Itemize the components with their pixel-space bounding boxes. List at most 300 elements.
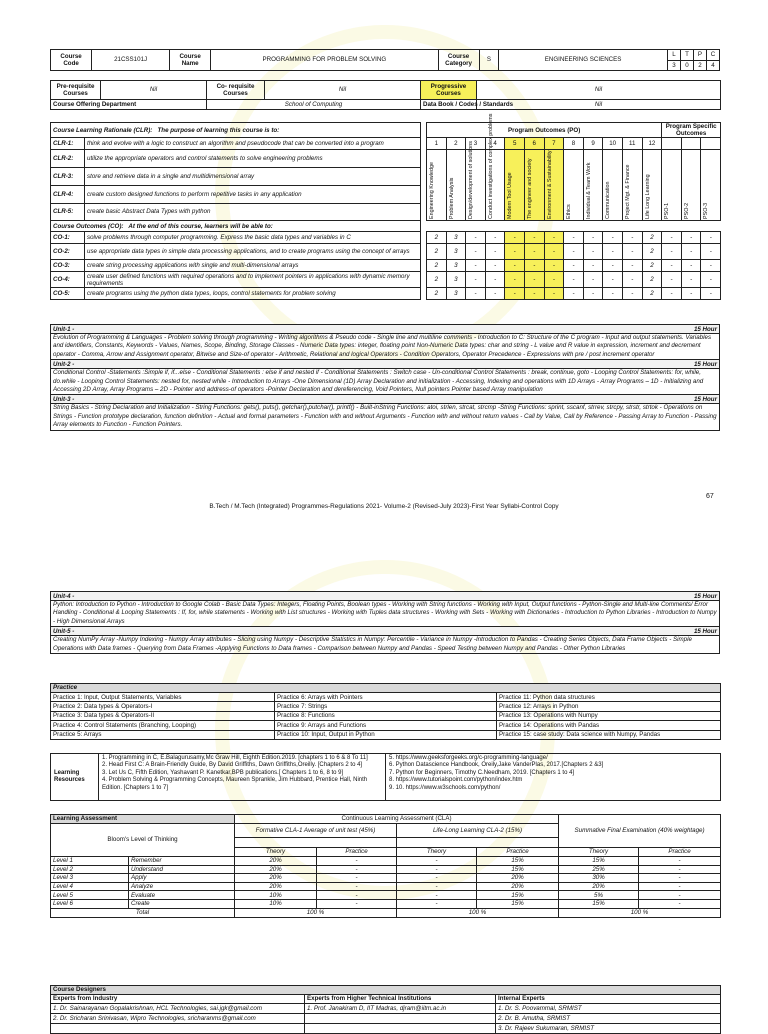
progressive-value: Nil [477,81,721,100]
po-number: 6 [524,138,544,150]
practice-item: Practice 9: Arrays and Functions [275,721,497,730]
internal-expert: 1. Dr. S. Poovammal, SRMIST [496,1004,721,1014]
po-title: Program Outcomes (PO) [427,123,662,138]
spacer-cell [421,185,427,203]
po-mapping: - [564,288,584,300]
po-mapping: - [701,288,721,300]
co-key: CO-5: [51,288,85,300]
po-mapping: 2 [642,232,662,244]
corequisite-label: Co- requisite Courses [207,81,265,100]
po-name: PSO-1 [664,203,671,220]
po-name: Design/development of solutions [468,141,475,220]
po-mapping: - [485,232,505,244]
pso-blank [701,138,721,150]
practice-item: Practice 3: Data types & Operators-II [51,711,275,720]
co-row [51,272,721,288]
assessment-cell: 15% [477,857,559,866]
po-name-cell [446,150,466,221]
summative-label: Summative Final Examination (40% weightage) [559,815,721,848]
assessment-cell: 15% [559,899,639,908]
clr-title-cell [51,123,421,138]
empty-cell [51,1024,305,1034]
assessment-cell: 15% [477,865,559,874]
course-code: 21CSS101J [92,50,170,71]
po-number: 1 [427,138,447,150]
practice-item: Practice 14: Operations with Pandas [497,721,721,730]
assessment-cell: Level 2 [51,865,129,874]
assessment-cell: - [397,899,477,908]
po-number: 11 [622,138,642,150]
po-mapping: - [505,272,525,288]
department-label: Course Offering Department [51,100,207,110]
resource-item: 4. Problem Solving & Programming Concepts, Maureen Sprankle, Jim Hubbard, Prentice Hall, Ninth Edition. [Chapters 1 to 7] [102,777,368,791]
unit-hours: 15 Hour [693,628,717,636]
po-name: Individual & Team Work [585,162,592,220]
po-mapping: - [701,244,721,260]
resources-left [99,754,386,801]
po-mapping: - [662,260,682,272]
theory-header: Theory [235,848,317,857]
po-name-cell [701,150,721,221]
unit-name: Unit-3 - [53,396,75,404]
po-number: 9 [583,138,603,150]
pso-blank [662,138,682,150]
cla-label: Continuous Learning Assessment (CLA) [235,815,559,824]
practice-item: Practice 10: Input, Output in Python [275,730,497,739]
data-book-value: Nil [477,100,721,110]
resource-item: 1. Programming in C, E.Balagurusamy,Mc Graw Hill, Eighth Edition.2019. [chapters 1 to 6 & 8 To 11] [102,755,368,761]
lifelong-pct [397,838,559,848]
po-number: 7 [544,138,564,150]
unit-text: String Basics - String Declaration and Initialization - String Functions: gets(), puts(), getchar(),putchar(), printf() - Built-inString Functions: atoi, strlen, strcat, strcmp -String Functions: sprint, sscanf, strrev, strcpy, strstr, strtok - Operations on Strings - Function prototype declaration, function definition - Actual and formal parameters - Function with and without Arguments - Function with and without return values - Call by Value, Call by Reference - Passing Array to Function - Passing Array elements to Function - Function Pointers. [53,404,717,429]
po-mapping: - [466,272,486,288]
practice-item: Practice 11: Python data structures [497,693,721,702]
assessment-rows [51,857,721,909]
assessment-cell: - [397,891,477,900]
pso-title: Program Specific Outcomes [662,123,721,138]
po-number: 10 [603,138,623,150]
practice-table [50,683,721,740]
co-key: CO-3: [51,260,85,272]
unit-header [51,395,719,404]
theory-header: Theory [397,848,477,857]
ltpc-value: 4 [706,60,719,71]
practice-rows [51,693,721,740]
assessment-cell: 20% [235,882,317,891]
industry-expert: 1. Dr. Sainarayanan Gopalakrishnan, HCL Technologies, sai.jgk@gmail.com [51,1004,305,1014]
designers-title: Course Designers [51,986,721,995]
po-name: The engineer and society [526,158,533,220]
industry-expert: 2. Dr. Sricharan Srinivasan, Wipro Technologies, sricharanms@gmail.com [51,1014,305,1024]
practice-item: Practice 2: Data types & Operators-I [51,702,275,711]
internal-label: Internal Experts [496,995,721,1004]
po-name: Project Mgt. & Finance [624,164,631,220]
po-name: Engineering Knowledge [429,162,436,220]
po-number: 3 [466,138,486,150]
po-mapping: - [681,288,701,300]
po-name: Life Long Learning [644,174,651,220]
co-title: Course Outcomes (CO): [53,222,124,230]
prerequisite-label: Pre-requisite Courses [51,81,101,100]
clr-purpose: The purpose of learning this course is to: [157,126,280,134]
assessment-cell: Level 1 [51,857,129,866]
assessment-cell: Remember [129,857,235,866]
practice-item: Practice 12: Arrays in Python [497,702,721,711]
po-mapping: 2 [427,260,447,272]
formative-pct [235,838,397,848]
assessment-cell: - [317,874,397,883]
assessment-cell: - [397,874,477,883]
assessment-cell: 20% [477,882,559,891]
practice-title: Practice [51,684,721,693]
po-mapping: - [583,288,603,300]
assessment-row [51,857,721,866]
co-row [51,260,721,272]
assessment-row [51,891,721,900]
po-mapping: - [681,232,701,244]
po-number: 4 [485,138,505,150]
practice-header: Practice [317,848,397,857]
po-mapping: - [662,272,682,288]
po-number: 5 [505,138,525,150]
page-number: 67 [706,493,714,500]
co-title-cell [51,221,421,232]
assessment-cell: - [317,882,397,891]
resource-item: 8. https://www.tutorialspoint.com/python/index.htm [389,777,523,784]
co-key: CO-1: [51,232,85,244]
assessment-cell: Level 5 [51,891,129,900]
unit-header [51,627,719,636]
course-name-label: Course Name [170,50,211,71]
ltpc-value: 0 [680,60,693,71]
po-mapping: - [662,288,682,300]
resources-right [386,754,721,801]
clr-text: create custom designed functions to perform repetitive tasks in any application [85,185,421,203]
co-row [51,244,721,260]
po-mapping: 3 [446,272,466,288]
assessment-table [50,814,721,918]
total-label: Total [51,908,235,917]
po-name-cell [427,150,447,221]
po-mapping: - [681,244,701,260]
assessment-cell: 10% [235,891,317,900]
ltpc-value: 3 [667,60,680,71]
data-book-label: Data Book / Codes / Standards [421,100,477,110]
po-name-cell [622,150,642,221]
po-mapping: - [701,232,721,244]
resource-item: 2. Head First C: A Brain-Friendly Guide, By David Griffiths, Dawn Griffiths,Oreilly. [Chapters 2 to 4] [102,762,363,769]
assessment-cell: 15% [477,891,559,900]
po-mapping: - [622,232,642,244]
assessment-cell: Evaluate [129,891,235,900]
prerequisite-table [50,80,721,110]
po-mapping: - [564,260,584,272]
clr-key: CLR-3: [51,168,85,186]
practice-header: Practice [477,848,559,857]
internal-expert: 3. Dr. Rajeev Sukumaran, SRMIST [496,1024,721,1034]
po-name-cell [681,150,701,221]
po-mapping: - [564,272,584,288]
co-key: CO-4: [51,272,85,288]
units-section-1 [50,324,720,431]
assessment-row [51,882,721,891]
po-mapping: - [603,244,623,260]
po-number: 8 [564,138,584,150]
resource-item: 5. https://www.geeksforgeeks.org/c-programming-language/ [389,755,548,761]
co-text: create string processing applications with single and multi-dimensional arrays [85,260,421,272]
assessment-cell: 20% [235,874,317,883]
assessment-cell: Apply [129,874,235,883]
ltpc-label: C [706,50,719,61]
unit-hours: 15 Hour [693,593,717,600]
unit-name: Unit-1 - [53,326,75,333]
assessment-cell: Level 3 [51,874,129,883]
po-mapping: - [603,232,623,244]
ltpc-label: T [680,50,693,61]
course-category: S [479,50,498,71]
ltpc-value: 2 [693,60,706,71]
co-row [51,232,721,244]
unit-hours: 15 Hour [693,396,717,404]
clr-key: CLR-1: [51,138,85,150]
practice-item: Practice 5: Arrays [51,730,275,739]
po-mapping: - [544,260,564,272]
po-mapping: - [485,272,505,288]
unit-text: Python: Introduction to Python - Introduction to Google Colab - Basic Data Types: Integers, Floating Points, Boolean types - Working with String functions - Working with Input, Output functions - Python-Single and Multi-line Comments/ Error Handling - Conditional & Looping Statements : If, for, while statements - Working with List structures - Working with Tuples data structures - Working with Sets - Working with Dictionaries - Introduction to Python Libraries - Introduction to Numpy - High Dimensional Arrays [51,601,719,627]
assessment-cell: - [397,857,477,866]
unit-name: Unit-2 - [53,361,75,369]
practice-header: Practice [639,848,721,857]
po-mapping: - [622,272,642,288]
po-name-cell [642,150,662,221]
assessment-row [51,899,721,908]
po-mapping: 3 [446,260,466,272]
po-mapping: 3 [446,244,466,260]
po-mapping: - [701,260,721,272]
resource-item: 9. 10. https://www.w3schools.com/python/ [389,784,501,791]
blooms-label: Bloom's Level of Thinking [51,824,235,857]
resources-title: Learning Resources [51,754,99,801]
co-title-row [51,221,721,232]
co-end: At the end of this course, learners will be able to: [128,222,273,230]
po-mapping: - [524,288,544,300]
po-mapping: - [662,244,682,260]
higher-expert: 1. Prof. Janakiram D, IIT Madras, djram@iitm.ac.in [305,1004,496,1014]
po-mapping: - [662,232,682,244]
po-mapping: - [466,244,486,260]
po-mapping: 2 [427,288,447,300]
assessment-title: Learning Assessment [51,815,235,824]
assessment-cell: - [317,857,397,866]
po-mapping: - [466,288,486,300]
unit-text: Creating NumPy Array -Numpy Indexing - Numpy Array attributes - Slicing using Numpy - Descriptive Statistics in Numpy: Percentile - Variance in Numpy -Introduction to Pandas - Creating Series Objects, Data Frame Objects - Simple Operations with Data frames - Querying from Data Frames -Applying Functions to Data frames - Comparison between Numpy and Pandas - Speed Testing between Numpy and Pandas - Other Python Libraries [53,636,692,652]
formative-label: Formative CLA-1 Average of unit test (45%) [235,824,397,838]
po-name-cell [662,150,682,221]
po-mapping: - [583,260,603,272]
po-mapping: - [505,288,525,300]
clr-text: utilize the appropriate operators and control statements to solve engineering problems [85,150,421,168]
learning-resources-table [50,753,721,801]
po-name: PSO-2 [683,203,690,220]
unit-name: Unit-4 - [53,593,75,600]
practice-item: Practice 4: Control Statements (Branching, Looping) [51,721,275,730]
spacer-cell [421,203,427,221]
po-name-cell [524,150,544,221]
po-mapping: - [524,272,544,288]
resource-item: 6. Python Datascience Handbook, Oreily,Jake VanderPlas, 2017.[Chapters 2 &3] [389,762,604,769]
co-text: create user defined functions with required operations and to implement pointers in applications with dynamic memory requirements [85,272,421,288]
department-value: School of Computing [207,100,421,110]
po-name-cell [466,141,486,221]
assessment-cell: 20% [235,857,317,866]
assessment-cell: 15% [477,899,559,908]
theory-header: Theory [559,848,639,857]
clr-text: create basic Abstract Data Types with python [85,203,421,221]
course-category-label: Course Category [438,50,479,71]
assessment-cell: 20% [559,882,639,891]
practice-row [51,721,721,730]
po-mapping: - [466,232,486,244]
po-mapping: 2 [642,244,662,260]
po-mapping: - [505,244,525,260]
po-mapping: - [681,260,701,272]
po-mapping: - [564,244,584,260]
total-summative: 100 % [559,908,721,917]
po-mapping: - [544,288,564,300]
unit-header [51,325,719,334]
co-row [51,288,721,300]
total-formative: 100 % [235,908,397,917]
po-name: Problem Analysis [448,177,455,220]
assessment-cell: - [639,874,721,883]
practice-item: Practice 7: Strings [275,702,497,711]
clr-row [51,138,721,150]
unit-name: Unit-5 - [53,628,75,636]
ltpc-label: L [667,50,680,61]
assessment-cell: - [317,865,397,874]
assessment-cell: 5% [559,891,639,900]
po-number: 12 [642,138,662,150]
clr-co-table [50,113,721,300]
assessment-cell: 10% [235,899,317,908]
prerequisite-value: Nil [101,81,207,100]
assessment-cell: - [317,899,397,908]
higher-label: Experts from Higher Technical Institutions [305,995,496,1004]
industry-label: Experts from Industry [51,995,305,1004]
po-mapping: - [681,272,701,288]
po-mapping: - [544,272,564,288]
po-mapping: - [524,232,544,244]
clr-text: store and retrieve data in a single and multidimensional array [85,168,421,186]
po-name: Ethics [566,204,573,220]
practice-row [51,730,721,739]
practice-item: Practice 8: Functions [275,711,497,720]
po-name-cell [544,150,564,221]
assessment-cell: - [397,882,477,891]
co-text: create programs using the python data types, loops, control statements for problem solving [85,288,421,300]
po-name-cell [505,150,525,221]
practice-item: Practice 13: Operations with Numpy [497,711,721,720]
assessment-cell: - [639,882,721,891]
assessment-cell: 15% [559,857,639,866]
po-name: Modern Tool Usage [507,172,514,220]
practice-row [51,711,721,720]
assessment-cell: - [639,865,721,874]
page-footer: B.Tech / M.Tech (Integrated) Programmes-Regulations 2021- Volume-2 (Revised-July 2023)-First Year Syllabi-Control Copy [209,503,559,510]
practice-item: Practice 15: case study: Data science with Numpy, Pandas [497,730,721,739]
resource-item: 3. Let Us C, Fifth Edition, Yashavant P. Kanetkar,BPB publications.[ Chapters 1 to 6, 8 to 9] [102,769,344,776]
po-mapping: - [603,260,623,272]
po-mapping: - [485,260,505,272]
co-rows [51,232,721,300]
ltpc-label: P [693,50,706,61]
po-mapping: 3 [446,288,466,300]
clr-text: think and evolve with a logic to construct an algorithm and pseudocode that can be converted into a program [85,138,421,150]
assessment-cell: 20% [477,874,559,883]
unit-text: Evolution of Programming & Languages - Problem solving through programming - Writing algorithms & Pseudo code - Single line and multiline comments - Introduction to C: Structure of the C program - Input and output statements. Variables and identifiers, Constants, Keywords - Values, Names, Scope, Binding, Storage Classes - Numeric Data types: integer, floating point Non-Numeric Data types: char and string - L value and R value in expression, increment and decrement operator - Comma, Arrow and Assignment operator, Bitwise and Size-of operator - Arithmetic, Relational and logical Operators - Condition Operators, Operator Precedence - Expressions with pre / post increment operator [51,334,719,360]
po-name-cell [564,150,584,221]
po-mapping: 3 [446,232,466,244]
clr-title: Course Learning Rationale (CLR): [53,126,153,134]
po-mapping: - [505,232,525,244]
po-mapping: 2 [642,288,662,300]
po-name-cell [583,150,603,221]
assessment-row [51,865,721,874]
pso-blank [681,138,701,150]
unit-header [51,592,719,601]
unit-hours: 15 Hour [693,326,717,333]
po-mapping: 2 [642,260,662,272]
assessment-cell: - [639,899,721,908]
po-mapping: - [603,272,623,288]
assessment-cell: - [397,865,477,874]
unit-text: Conditional Control -Statements :Simple if, if...else - Conditional Statements : else if and nested if - Conditional Statements : Switch case - Un-conditional Control Statements : break, continue, goto - Looping Control Statements: for, while, do.while - Looping Control Statements: nested for, nested while - Introduction to Arrays -One Dimensional (1D) Array Declaration and initialization - Accessing, Indexing and operations with 1D Arrays - Array Programs – 1D - Initializing and Accessing 2D Array, Array Programs – 2D - Pointer and address-of operators -Pointer Declaration and dereferencing, Void Pointers, Null pointers Pointer based Array manipulation [51,369,719,395]
po-mapping: 2 [427,244,447,260]
po-name: PSO-3 [703,203,710,220]
po-name: Environment & Sustainability [546,150,553,220]
empty-cell [305,1024,496,1034]
po-mapping: - [603,288,623,300]
co-key: CO-2: [51,244,85,260]
resource-item: 7. Python for Beginners, Timothy C.Needham, 2019. [Chapters 1 to 4] [389,769,575,776]
po-mapping: - [544,232,564,244]
clr-key: CLR-5: [51,203,85,221]
assessment-cell: - [639,857,721,866]
po-mapping: - [583,272,603,288]
po-mapping: - [622,260,642,272]
co-text: use appropriate data types in simple data processing applications, and to create programs using the concept of arrays [85,244,421,260]
po-mapping: - [544,244,564,260]
po-mapping: - [622,244,642,260]
assessment-cell: Understand [129,865,235,874]
practice-item: Practice 1: Input, Output Statements, Variables [51,693,275,702]
assessment-cell: Level 4 [51,882,129,891]
po-mapping: 2 [427,232,447,244]
assessment-cell: Create [129,899,235,908]
co-text: solve problems through computer programming. Express the basic data types and variables in C [85,232,421,244]
po-mapping: 2 [642,272,662,288]
unit-hours: 15 Hour [693,361,717,369]
assessment-cell: 25% [559,865,639,874]
assessment-row [51,874,721,883]
course-header-table [50,49,720,71]
clr-row [51,150,721,168]
course-designers-table [50,985,721,1034]
course-category-name: ENGINEERING SCIENCES [499,50,668,71]
clr-key: CLR-2: [51,150,85,168]
po-mapping: - [466,260,486,272]
po-mapping: - [505,260,525,272]
